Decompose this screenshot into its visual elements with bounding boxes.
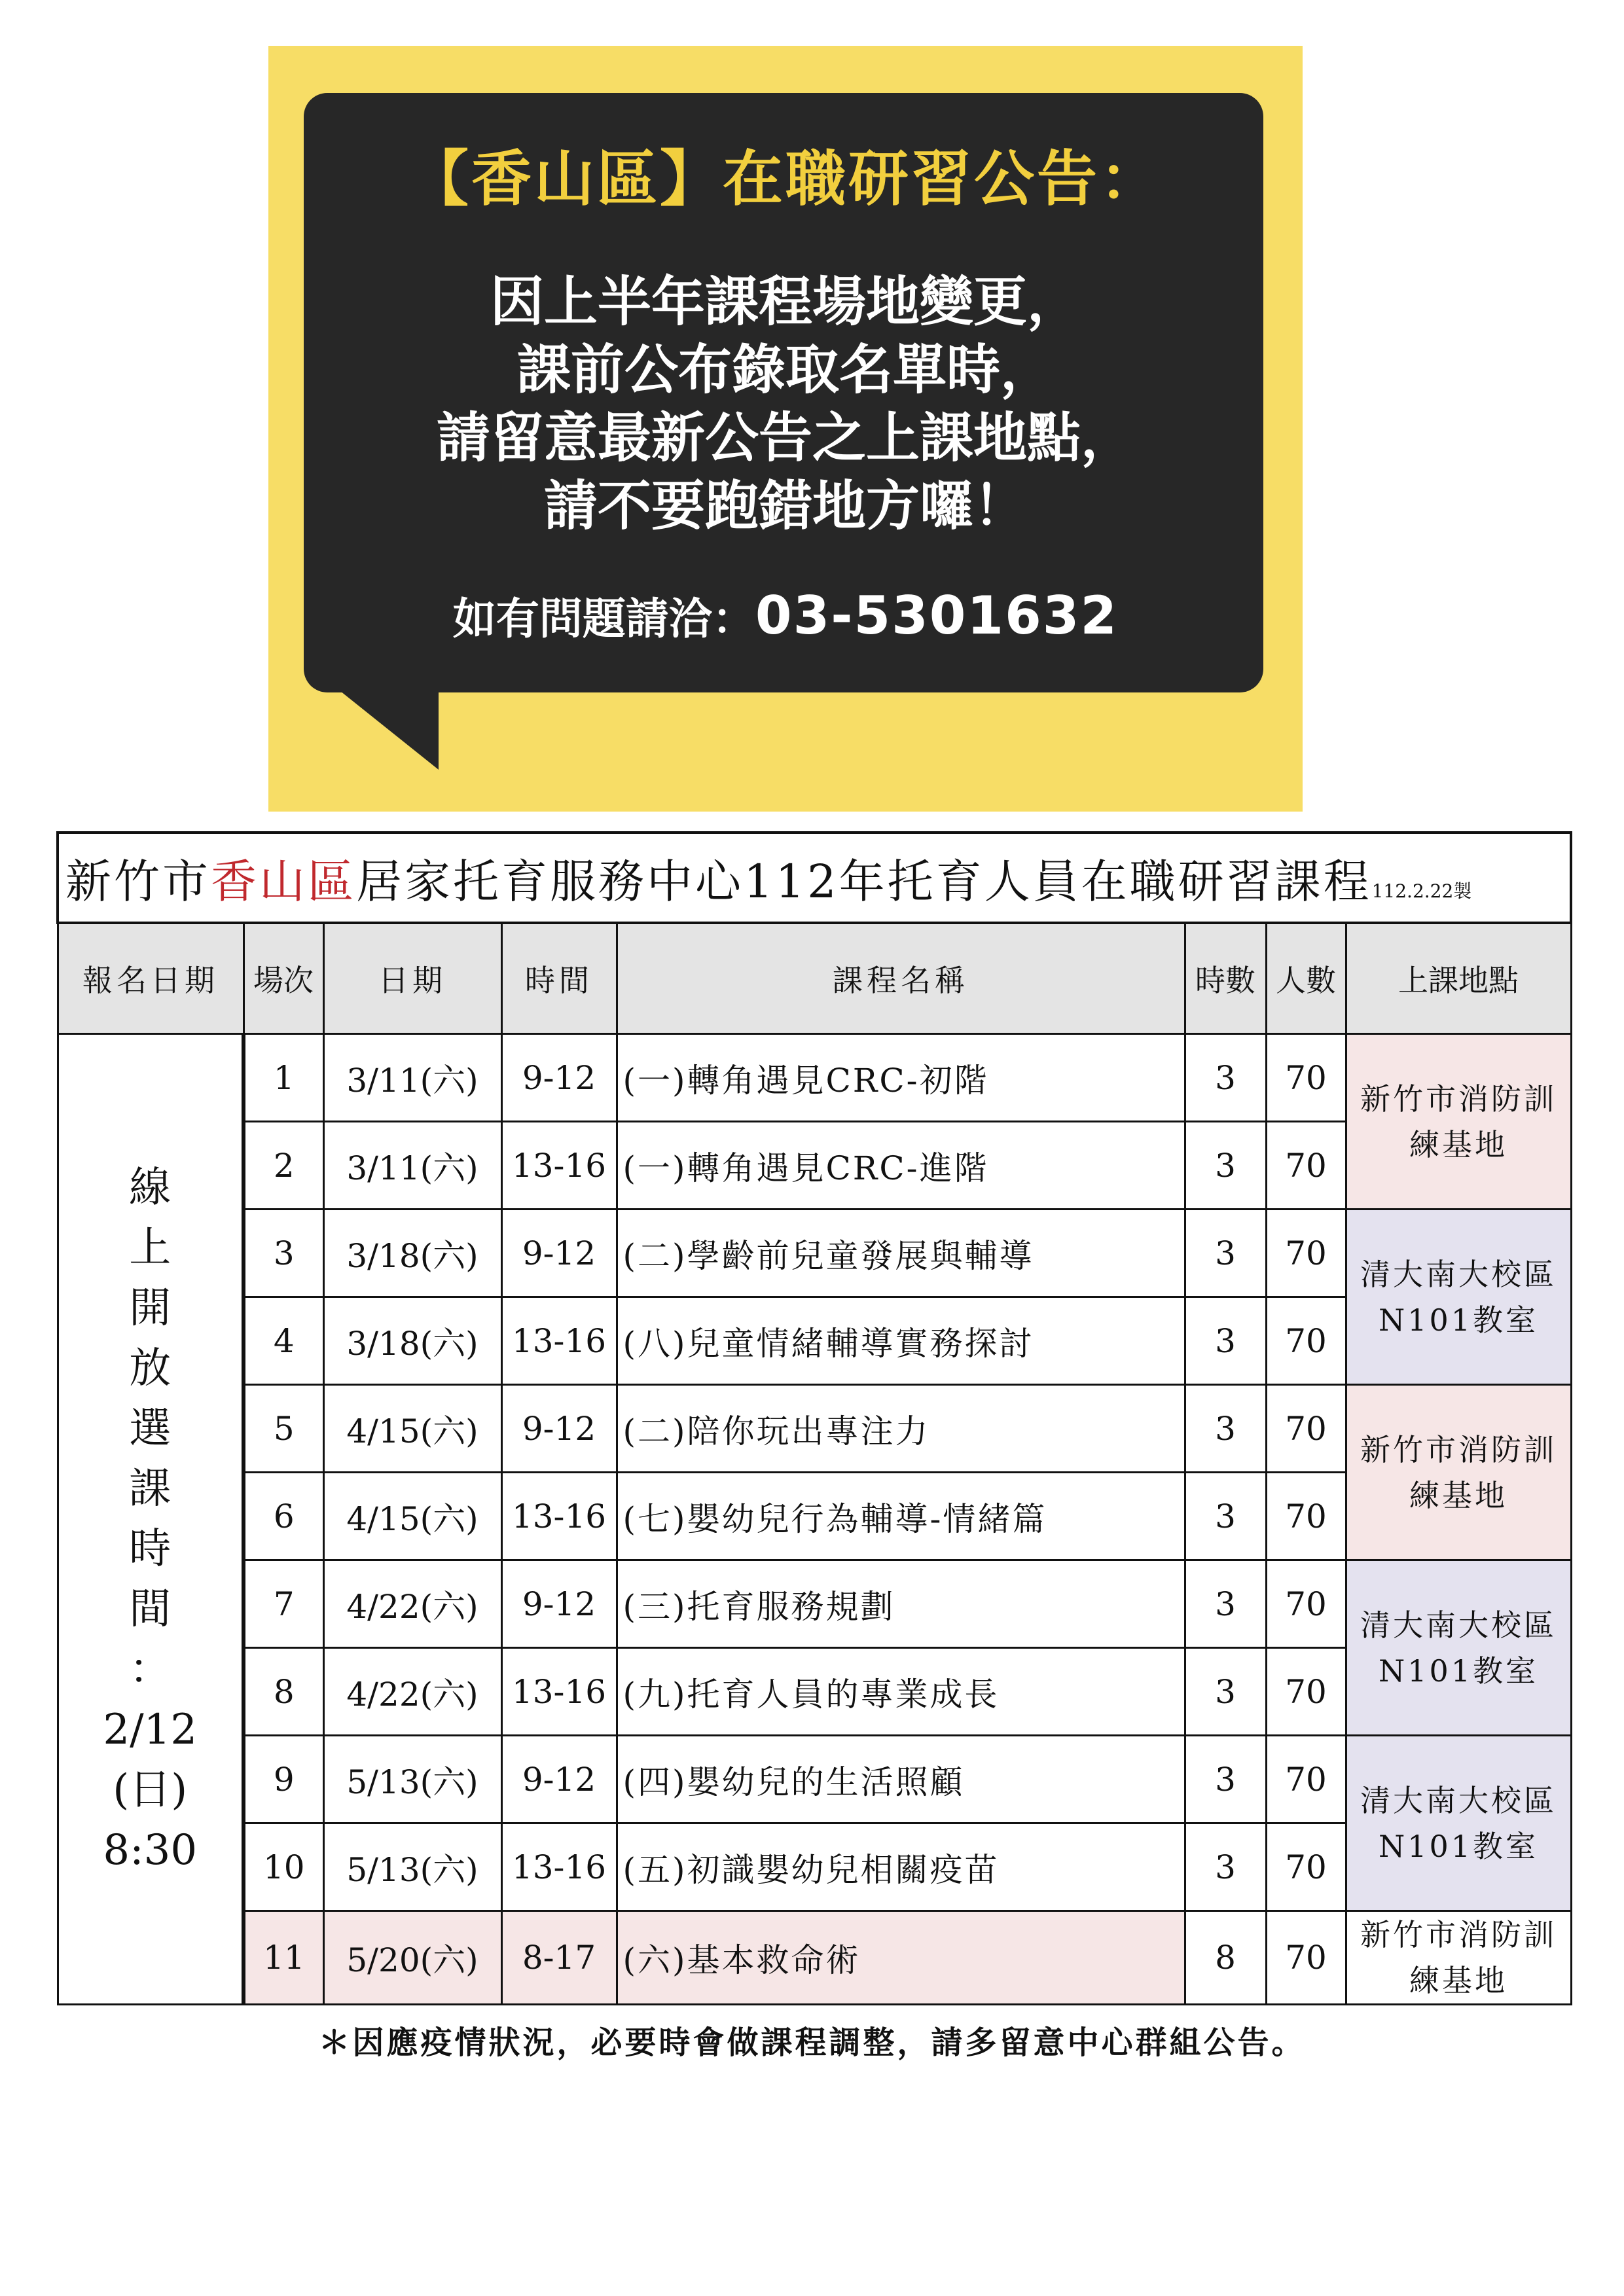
table-row [58, 1648, 1571, 1736]
title-main: 居家托育服務中心112年托育人員在職研習課程 [356, 854, 1372, 908]
header-location: 上課地點 [1346, 923, 1571, 1034]
registration-char: 線 [129, 1164, 171, 1212]
course-time: 13-16 [501, 1297, 617, 1385]
session-no: 2 [244, 1122, 323, 1210]
table-row [58, 1911, 1571, 2005]
location-line: N101教室 [1379, 1302, 1539, 1338]
course-hours: 3 [1185, 1473, 1266, 1560]
course-time: 9-12 [501, 1034, 617, 1122]
notice-line: 因上半年課程場地變更， [490, 271, 1081, 333]
registration-char: 上 [129, 1224, 171, 1272]
course-hours: 3 [1185, 1210, 1266, 1297]
table-header-row [58, 923, 1571, 1034]
course-people: 70 [1266, 1823, 1346, 1911]
course-name: (五)初識嬰幼兒相關疫苗 [617, 1823, 1185, 1911]
registration-char: 放 [129, 1344, 171, 1393]
course-date: 4/15(六) [323, 1473, 501, 1560]
course-people: 70 [1266, 1911, 1346, 2005]
session-no: 3 [244, 1210, 323, 1297]
location-line: 新竹市消防訓 [1360, 1431, 1557, 1467]
registration-char: 時 [129, 1525, 171, 1573]
course-name: (二)學齡前兒童發展與輔導 [617, 1210, 1185, 1297]
course-name: (四)嬰幼兒的生活照顧 [617, 1736, 1185, 1823]
registration-char: 選 [129, 1405, 171, 1453]
course-time: 8-17 [501, 1911, 617, 2005]
registration-time: 8:30 [103, 1826, 198, 1874]
course-name: (二)陪你玩出專注力 [617, 1385, 1185, 1473]
footnote: ＊因應疫情狀況，必要時會做課程調整，請多留意中心群組公告。 [318, 2024, 1306, 2061]
session-no: 8 [244, 1648, 323, 1736]
course-location [1346, 1911, 1571, 2005]
course-name: (六)基本救命術 [617, 1911, 1185, 2005]
registration-weekday: (日) [113, 1766, 188, 1814]
course-date: 5/20(六) [323, 1911, 501, 2005]
contact-label: 如有問題請洽： [452, 594, 755, 644]
course-hours: 3 [1185, 1034, 1266, 1122]
course-name: (九)托育人員的專業成長 [617, 1648, 1185, 1736]
course-hours: 3 [1185, 1823, 1266, 1911]
session-no: 1 [244, 1034, 323, 1122]
notice-line: 請不要跑錯地方囉！ [543, 475, 1027, 537]
course-time: 13-16 [501, 1473, 617, 1560]
course-people: 70 [1266, 1385, 1346, 1473]
table-row [58, 1122, 1571, 1210]
location-line: 練基地 [1409, 1963, 1508, 1998]
course-people: 70 [1266, 1736, 1346, 1823]
location-line: N101教室 [1379, 1828, 1539, 1864]
course-location [1346, 1560, 1571, 1736]
location-line: 清大南大校區 [1360, 1782, 1557, 1818]
table-row [58, 1385, 1571, 1473]
course-time: 9-12 [501, 1210, 617, 1297]
speech-bubble-tail [340, 691, 439, 770]
course-hours: 3 [1185, 1385, 1266, 1473]
session-no: 4 [244, 1297, 323, 1385]
course-time: 9-12 [501, 1560, 617, 1648]
course-date: 3/18(六) [323, 1210, 501, 1297]
table-row [58, 1560, 1571, 1648]
course-people: 70 [1266, 1560, 1346, 1648]
course-time: 13-16 [501, 1823, 617, 1911]
course-location [1346, 1385, 1571, 1560]
course-name: (一)轉角遇見CRC-進階 [617, 1122, 1185, 1210]
registration-char: 間 [129, 1585, 171, 1634]
table-row [58, 1823, 1571, 1911]
course-date: 4/22(六) [323, 1560, 501, 1648]
table-row [58, 1034, 1571, 1122]
session-no: 7 [244, 1560, 323, 1648]
table-row [58, 1736, 1571, 1823]
course-location [1346, 1034, 1571, 1210]
location-line: N101教室 [1379, 1653, 1539, 1689]
course-date: 5/13(六) [323, 1736, 501, 1823]
notice-contact [268, 584, 1303, 646]
course-hours: 3 [1185, 1648, 1266, 1736]
title-made-date: 112.2.22製 [1371, 880, 1472, 902]
session-no: 9 [244, 1736, 323, 1823]
header-registration-date: 報名日期 [58, 923, 244, 1034]
session-no: 5 [244, 1385, 323, 1473]
session-no: 11 [244, 1911, 323, 2005]
location-line: 清大南大校區 [1360, 1256, 1557, 1292]
location-line: 清大南大校區 [1360, 1607, 1557, 1643]
location-line: 新竹市消防訓 [1360, 1917, 1557, 1952]
session-no: 6 [244, 1473, 323, 1560]
registration-period [58, 1034, 244, 2005]
course-hours: 3 [1185, 1560, 1266, 1648]
course-people: 70 [1266, 1648, 1346, 1736]
registration-char: 開 [129, 1284, 171, 1333]
registration-char: 課 [129, 1465, 171, 1513]
notice-line: 請留意最新公告之上課地點， [436, 407, 1134, 469]
course-location [1346, 1210, 1571, 1385]
course-date: 5/13(六) [323, 1823, 501, 1911]
notice-line: 課前公布錄取名單時， [516, 339, 1054, 401]
course-date: 3/11(六) [323, 1034, 501, 1122]
header-session: 場次 [244, 923, 323, 1034]
title-district: 香山區 [211, 854, 356, 908]
course-schedule-table [56, 831, 1572, 2005]
notice-banner [268, 46, 1303, 812]
notice-body [268, 268, 1303, 541]
course-name: (三)托育服務規劃 [617, 1560, 1185, 1648]
course-time: 13-16 [501, 1122, 617, 1210]
course-time: 9-12 [501, 1736, 617, 1823]
course-name: (七)嬰幼兒行為輔導-情緒篇 [617, 1473, 1185, 1560]
course-name: (八)兒童情緒輔導實務探討 [617, 1297, 1185, 1385]
table-row [58, 1297, 1571, 1385]
header-course-name: 課程名稱 [617, 923, 1185, 1034]
table-row [58, 1210, 1571, 1297]
course-hours: 8 [1185, 1911, 1266, 2005]
course-time: 13-16 [501, 1648, 617, 1736]
course-name: (一)轉角遇見CRC-初階 [617, 1034, 1185, 1122]
location-line: 新竹市消防訓 [1360, 1081, 1557, 1117]
course-people: 70 [1266, 1297, 1346, 1385]
course-hours: 3 [1185, 1736, 1266, 1823]
table-title [58, 833, 1571, 923]
registration-char: ： [129, 1645, 171, 1694]
header-people: 人數 [1266, 923, 1346, 1034]
registration-date: 2/12 [103, 1706, 198, 1754]
header-time: 時間 [501, 923, 617, 1034]
course-people: 70 [1266, 1034, 1346, 1122]
table-row [58, 1473, 1571, 1560]
session-no: 10 [244, 1823, 323, 1911]
course-hours: 3 [1185, 1297, 1266, 1385]
course-people: 70 [1266, 1122, 1346, 1210]
course-location [1346, 1736, 1571, 1911]
course-people: 70 [1266, 1473, 1346, 1560]
header-date: 日期 [323, 923, 501, 1034]
course-date: 3/11(六) [323, 1122, 501, 1210]
course-date: 4/15(六) [323, 1385, 501, 1473]
course-date: 3/18(六) [323, 1297, 501, 1385]
course-time: 9-12 [501, 1385, 617, 1473]
header-hours: 時數 [1185, 923, 1266, 1034]
location-line: 練基地 [1409, 1477, 1508, 1513]
course-people: 70 [1266, 1210, 1346, 1297]
location-line: 練基地 [1409, 1126, 1508, 1162]
notice-title: 【香山區】在職研習公告： [408, 144, 1163, 214]
title-city: 新竹市 [65, 854, 211, 908]
contact-phone: 03-5301632 [755, 585, 1119, 646]
course-date: 4/22(六) [323, 1648, 501, 1736]
course-hours: 3 [1185, 1122, 1266, 1210]
